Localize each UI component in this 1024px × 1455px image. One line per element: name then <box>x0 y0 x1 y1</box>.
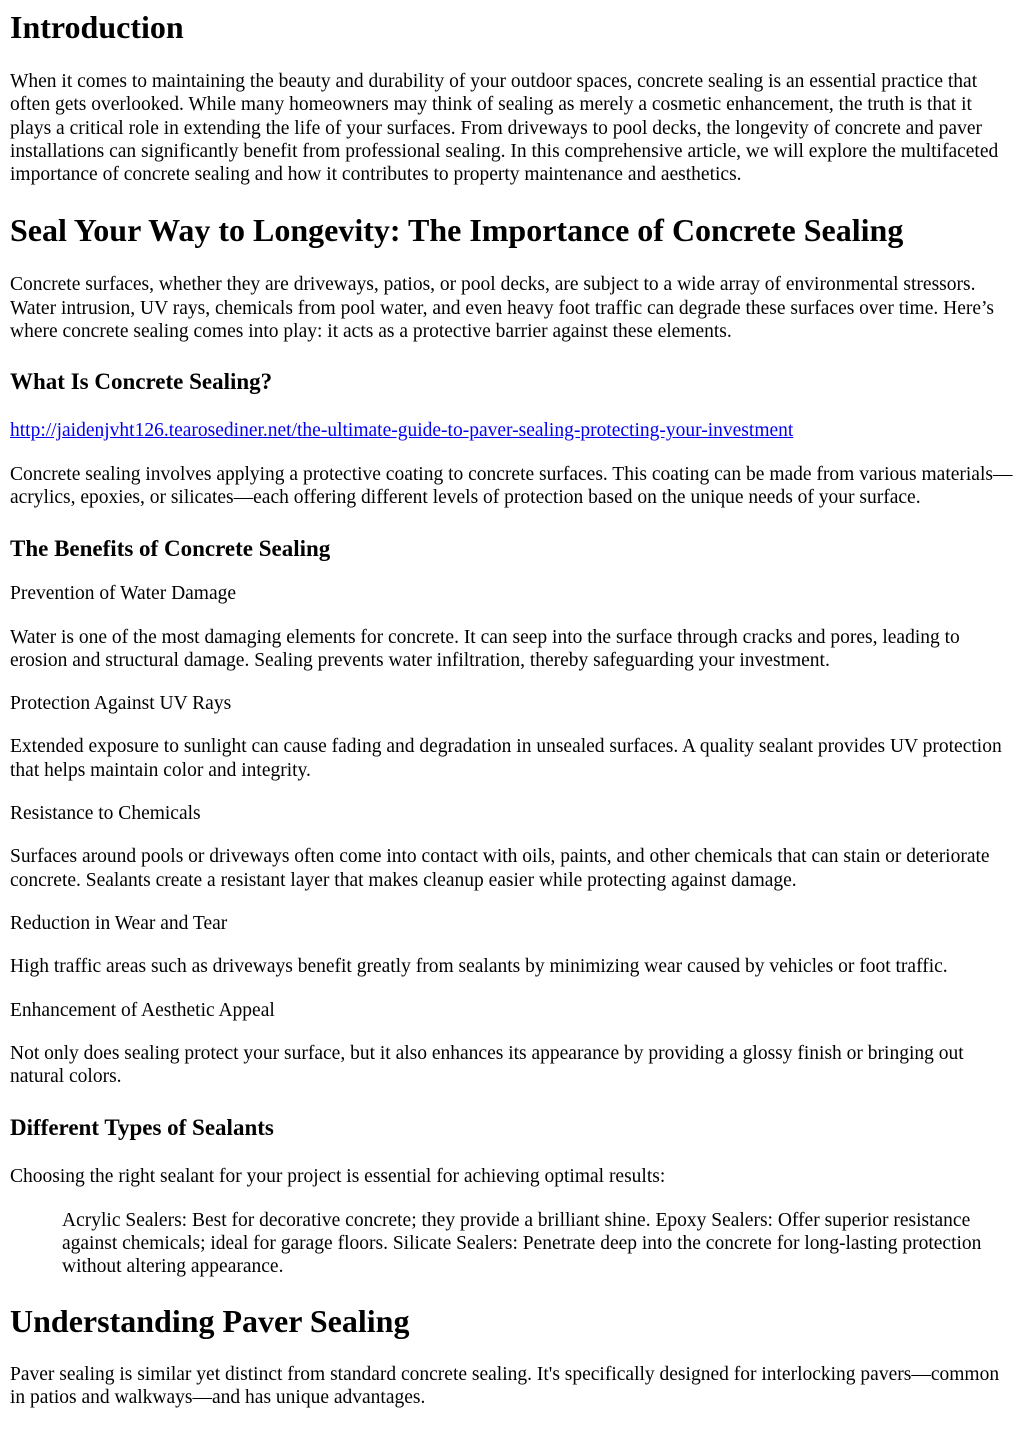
benefit-text: Extended exposure to sunlight can cause fading and degradation in unsealed surfaces. A quality sealant provides UV protection that helps maintain color and integrity. <box>10 736 1002 781</box>
seal-paragraph: Concrete surfaces, whether they are driveways, patios, or pool decks, are subject to a wide array of environmental stressors. Water intrusion, UV rays, chemicals from pool water, and even heavy foot traffic can degrade these surfaces over time. Here’s where concrete sealing comes into play: it acts as a protective barrier against these elements. <box>10 274 995 343</box>
sealant-types-list: Acrylic Sealers: Best for decorative concrete; they provide a brilliant shine. Epoxy Sealers: Offer superior resistance against chemicals; ideal for garage floors. Silicate Sealers: Penetrate deep into the concrete for long-lasting protection without altering appearance. <box>62 1209 982 1278</box>
benefit-title: Protection Against UV Rays <box>10 693 232 715</box>
benefit-text: Water is one of the most damaging elements for concrete. It can seep into the surface through cracks and pores, leading to erosion and structural damage. Sealing prevents water infiltration, thereby safeguarding your investment. <box>10 626 960 671</box>
article-link[interactable]: http://jaidenjvht126.tearosediner.net/the-ultimate-guide-to-paver-sealing-protecting-your-investment <box>10 420 794 442</box>
paver-sealing-heading: Understanding Paver Sealing <box>10 1302 410 1339</box>
what-is-sealing-paragraph: Concrete sealing involves applying a protective coating to concrete surfaces. This coating can be made from various materials—acrylics, epoxies, or silicates—each offering different levels of protection based on the unique needs of your surface. <box>10 463 1013 508</box>
benefit-text: High traffic areas such as driveways benefit greatly from sealants by minimizing wear caused by vehicles or foot traffic. <box>10 956 948 978</box>
benefit-text: Surfaces around pools or driveways often come into contact with oils, paints, and other chemicals that can stain or deteriorate concrete. Sealants create a resistant layer that makes cleanup easier while protecting against damage. <box>10 846 990 891</box>
benefit-text: Not only does sealing protect your surface, but it also enhances its appearance by providing a glossy finish or bringing out natural colors. <box>10 1042 964 1088</box>
sealant-types-heading: Different Types of Sealants <box>10 1115 274 1141</box>
link-paragraph <box>10 419 1014 442</box>
benefits-heading: The Benefits of Concrete Sealing <box>10 536 331 562</box>
paver-sealing-paragraph: Paver sealing is similar yet distinct from standard concrete sealing. It's specifically designed for interlocking pavers—common in patios and walkways—and has unique advantages. <box>10 1363 1000 1408</box>
article <box>0 9 1024 1409</box>
benefit-title: Prevention of Water Damage <box>10 583 237 605</box>
benefit-title: Resistance to Chemicals <box>10 803 201 825</box>
benefit-title: Reduction in Wear and Tear <box>10 912 228 934</box>
intro-paragraph: When it comes to maintaining the beauty and durability of your outdoor spaces, concrete sealing is an essential practice that often gets overlooked. While many homeowners may think of sealing as merely a cosmetic enhancement, the truth is that it plays a critical role in extending the life of your surfaces. From driveways to pool decks, the longevity of concrete and paver installations can significantly benefit from professional sealing. In this comprehensive article, we will explore the multifaceted importance of concrete sealing and how it contributes to property maintenance and aesthetics. <box>10 71 999 186</box>
intro-heading: Introduction <box>10 9 184 45</box>
sealant-types-intro: Choosing the right sealant for your project is essential for achieving optimal results: <box>10 1166 666 1188</box>
what-is-sealing-heading: What Is Concrete Sealing? <box>10 369 273 395</box>
seal-heading: Seal Your Way to Longevity: The Importance of Concrete Sealing <box>10 212 904 249</box>
benefit-title: Enhancement of Aesthetic Appeal <box>10 999 275 1021</box>
